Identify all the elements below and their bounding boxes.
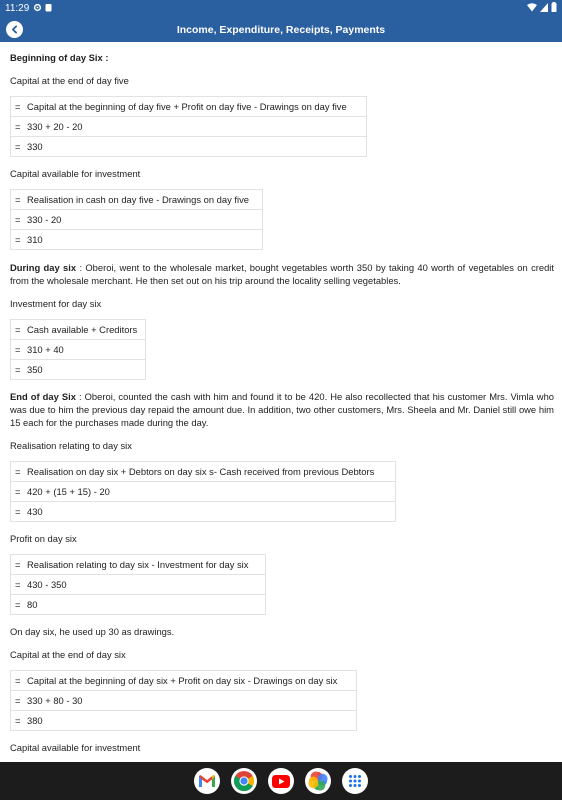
page-title: Income, Expenditure, Receipts, Payments: [176, 23, 386, 36]
calc-table-investment: [10, 319, 146, 380]
table-row: = 430 - 350: [11, 575, 266, 595]
investment-label: Investment for day six: [10, 298, 102, 309]
capital-end-six-label: Capital at the end of day six: [10, 649, 126, 660]
youtube-icon[interactable]: [268, 768, 294, 794]
calc-table-capital-end-day-six: [10, 670, 357, 731]
wifi-icon: [527, 3, 537, 15]
drawings-text: On day six, he used up 30 as drawings.: [10, 626, 175, 637]
calc-table-realisation: [10, 461, 396, 522]
chrome-icon[interactable]: [231, 768, 257, 794]
realisation-label: Realisation relating to day six: [10, 440, 132, 451]
table-row: = 310 + 40: [11, 340, 146, 360]
table-row: = 330: [11, 137, 367, 157]
table-row: = Realisation in cash on day five - Drawings on day five: [11, 190, 263, 210]
settings-status-icon: [33, 3, 42, 15]
capital-available-label-2: Capital available for investment: [10, 742, 141, 753]
table-row: = 330 + 80 - 30: [11, 691, 357, 711]
during-day-six-paragraph: During day six : Oberoi, went to the wholesale market, bought vegetables worth 350 by taking 40 worth of vegetables on credit from the wholesale merchant. He then set out on his trip around the locality selling vegetables.: [10, 262, 554, 286]
calc-table-profit: [10, 554, 266, 615]
table-row: = 330 + 20 - 20: [11, 117, 367, 137]
profit-label: Profit on day six: [10, 533, 77, 544]
table-row: = Cash available + Creditors: [11, 320, 146, 340]
app-drawer-icon[interactable]: [342, 768, 368, 794]
calc-table-capital-end-day-five: [10, 96, 367, 157]
table-row: = Realisation on day six + Debtors on day six s- Cash received from previous Debtors: [11, 462, 396, 482]
table-row: = 80: [11, 595, 266, 615]
table-row: = 430: [11, 502, 396, 522]
clipboard-status-icon: [45, 3, 52, 15]
calc-table-capital-available: [10, 189, 263, 250]
app-bar: [0, 17, 562, 42]
table-row: = 380: [11, 711, 357, 731]
table-row: = 310: [11, 230, 263, 250]
heading-beginning-day-six: Beginning of day Six :: [10, 52, 109, 63]
capital-end-label: Capital at the end of day five: [10, 75, 129, 86]
app-dock: [0, 762, 562, 800]
chevron-left-icon: [10, 25, 19, 34]
capital-available-label: Capital available for investment: [10, 168, 141, 179]
table-row: = Capital at the beginning of day five + Profit on day five - Drawings on day five: [11, 97, 367, 117]
battery-icon: [551, 2, 557, 15]
status-time: 11:29: [5, 3, 30, 14]
table-row: = 350: [11, 360, 146, 380]
table-row: = 330 - 20: [11, 210, 263, 230]
gmail-icon[interactable]: [194, 768, 220, 794]
table-row: = Capital at the beginning of day six + Profit on day six - Drawings on day six: [11, 671, 357, 691]
photos-icon[interactable]: [305, 768, 331, 794]
table-row: = Realisation relating to day six - Investment for day six: [11, 555, 266, 575]
status-bar: [0, 0, 562, 17]
lesson-content[interactable]: [10, 42, 556, 762]
signal-icon: [540, 3, 548, 15]
end-day-six-paragraph: End of day Six : Oberoi, counted the cash with him and found it to be 420. He also recollected that his customer Mrs. Vimla who was due to him the previous day repaid the amount due. In addition, two other customers, Mrs. Sheela and Mr. Daniel still owe him 15 each for the purchases made during the day.: [10, 391, 554, 428]
back-button[interactable]: [6, 21, 23, 38]
table-row: = 420 + (15 + 15) - 20: [11, 482, 396, 502]
